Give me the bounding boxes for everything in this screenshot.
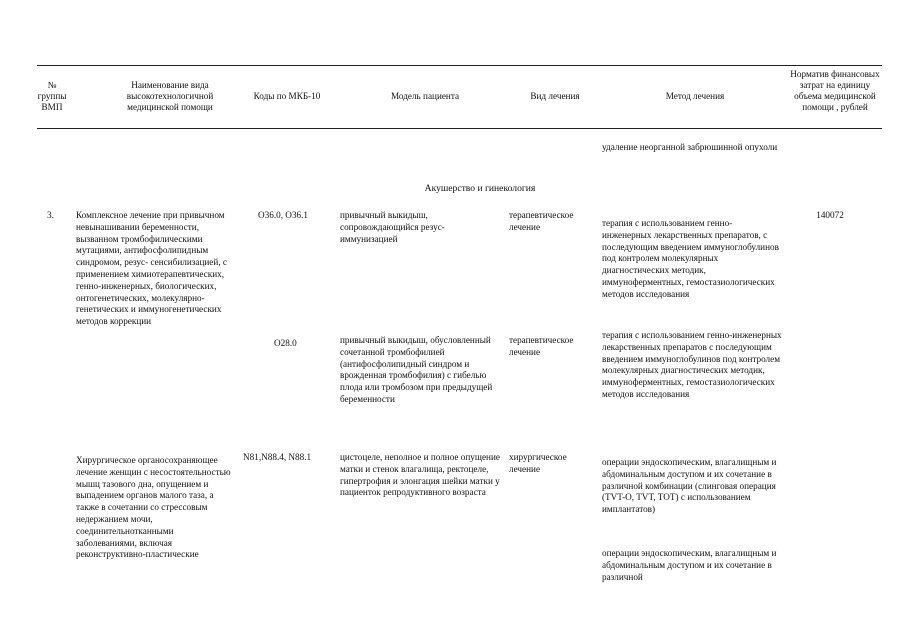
- sub2-treatment-type: терапевтическое лечение: [509, 335, 574, 357]
- sub2-method: терапия с использованием генно-инженерных лекарственных препаратов с последующим введением иммуноглобулинов под контролем молекулярных диагностических методик, иммуноферментных, гемостазиологических методов исследования: [602, 330, 782, 399]
- surgery-name: Хирургическое органосохраняющее лечение женщин с несостоятельностью мышц тазового дна, опущением и выпадением органов малого таза, а также в сочетании со стрессовым недержанием мочи, соединительнотканными заболеваниями, включая реконструктивно-пластические: [76, 455, 231, 560]
- surgery-model: цистоцеле, неполное и полное опущение матки и стенок влагалища, ректоцеле, гипертрофия и элонгация шейки матки у пациенток репродуктивного возраста: [340, 452, 500, 498]
- header-top-rule: [37, 65, 882, 66]
- row-number: 3.: [47, 210, 54, 220]
- surgery-method-1: операции эндоскопическим, влагалищным и абдоминальным доступом и их сочетание в различной комбинации (слинговая операция (TVT-O, TVT, TOT) с использованием имплантатов): [602, 457, 777, 515]
- header-codes: Коды по МКБ-10: [253, 91, 321, 101]
- continuation-method: удаление неорганной забрюшинной опухоли: [602, 142, 778, 152]
- sub2-model: привычный выкидыш, обусловленный сочетанной тромбофилией (антифосфолипидный синдром и врожденная тромбофилия) с гибелью плода или тромбозом при предыдущей беременности: [340, 335, 493, 404]
- surgery-treatment-type: хирургическое лечение: [509, 452, 567, 474]
- section-title: Акушерство и гинекология: [424, 183, 536, 194]
- header-norm: Норматив финансовых затрат на единицу объема медицинской помощи , рублей: [790, 69, 880, 112]
- header-group: № группы ВМП: [37, 80, 67, 112]
- row-name: Комплексное лечение при привычном невынашивании беременности, вызванном тромбофилическими мутациями, антифосфолипидным синдромом, резус- сенсибилизацией, с применением химиотерапевтических, генно-инженерных, биологических, онтогенетических, молекулярно-генетических и иммуногенетических методов коррекции: [76, 210, 227, 327]
- sub1-treatment-type: терапевтическое лечение: [509, 210, 574, 232]
- sub1-method: терапия с использованием генно-инженерных лекарственных препаратов, с последующим введением иммуноглобулинов под контролем молекулярных диагностических методик, иммуноферментных, гемостазиологических методов исследования: [602, 218, 779, 299]
- surgery-method-2: операции эндоскопическим, влагалищным и абдоминальным доступом и их сочетание в различной: [602, 548, 777, 582]
- sub1-codes: O36.0, O36.1: [258, 210, 309, 220]
- header-method: Метод лечения: [665, 91, 725, 101]
- header-name: Наименование вида высокотехнологичной медицинской помощи: [126, 80, 214, 112]
- header-treatment-type: Вид лечения: [530, 91, 580, 101]
- row-price: 140072: [816, 210, 844, 220]
- header-bottom-rule: [37, 128, 882, 129]
- sub1-model: привычный выкидыш, сопровождающийся резус-иммунизацией: [340, 210, 445, 244]
- header-model: Модель пациента: [390, 91, 460, 101]
- sub2-codes: O28.0: [274, 338, 297, 348]
- surgery-codes: N81,N88.4, N88.1: [243, 452, 312, 462]
